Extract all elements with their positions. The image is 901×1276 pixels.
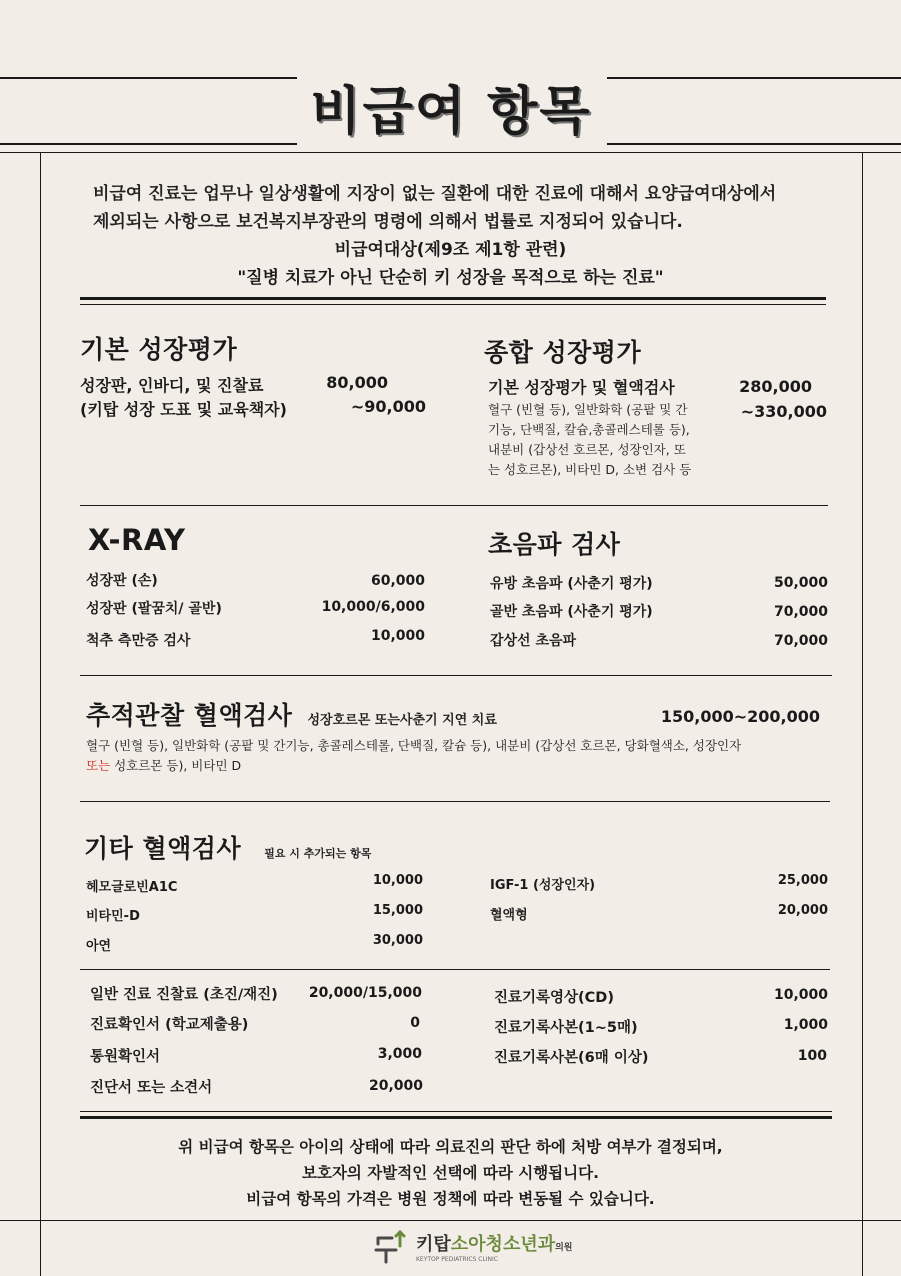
- fees-left-3-name: 통원확인서: [90, 1049, 161, 1065]
- footer-line-2: 보호자의 자발적인 선택에 따라 시행됩니다.: [302, 1164, 599, 1182]
- ultrasound-item-2-name: 골반 초음파 (사춘기 평가): [490, 604, 653, 620]
- fees-left-3-price: 3,000: [377, 1046, 422, 1062]
- divider-thin-1: [80, 304, 826, 305]
- comprehensive-price-line1: 280,000: [739, 377, 812, 396]
- legal-basis-quote: "질병 치료가 아닌 단순히 키 성장을 목적으로 하는 진료": [237, 268, 664, 288]
- xray-item-2-price: 10,000/6,000: [321, 599, 425, 615]
- fees-left-4-name: 진단서 또는 소견서: [90, 1080, 213, 1096]
- fees-right-2-name: 진료기록사본(1~5매): [494, 1020, 638, 1036]
- other-right-1-name: IGF-1 (성장인자): [490, 878, 596, 893]
- xray-item-3-name: 척추 측만증 검사: [86, 633, 191, 649]
- other-left-1-name: 헤모글로빈A1C: [86, 880, 178, 895]
- basic-price-line2: ~90,000: [350, 397, 426, 416]
- fees-right-1-price: 10,000: [773, 987, 828, 1003]
- other-right-1-price: 25,000: [777, 873, 828, 888]
- xray-item-1-price: 60,000: [370, 573, 425, 589]
- xray-heading: X-RAY: [88, 523, 186, 557]
- frame-bottom: [0, 1220, 901, 1221]
- intro-line-1: 비급여 진료는 업무나 일상생활에 지장이 없는 질환에 대한 진료에 대해서 요양급여대상에서: [93, 184, 777, 204]
- legal-basis-title: 비급여대상(제9조 제1항 관련): [334, 240, 567, 260]
- keytop-logo-icon: [372, 1228, 408, 1264]
- comprehensive-desc-2: 기능, 단백질, 칼슘,총콜레스테롤 등),: [488, 422, 690, 437]
- other-blood-heading-row: [84, 829, 371, 865]
- comprehensive-desc-1: 혈구 (빈혈 등), 일반화학 (공팥 및 간: [488, 402, 688, 417]
- comprehensive-desc: [488, 400, 728, 480]
- xray-item-1-name: 성장판 (손): [86, 573, 158, 589]
- frame-left: [40, 152, 41, 1276]
- comprehensive-desc-4: 는 성호르몬), 비타민 D, 소변 검사 등: [488, 462, 692, 477]
- divider-thin-6: [80, 1111, 832, 1112]
- comprehensive-desc-3: 내분비 (갑상선 호르몬, 성장인자, 또: [488, 442, 686, 457]
- fees-left-1-price: 20,000/15,000: [308, 985, 422, 1001]
- top-border-left: [0, 77, 297, 79]
- followup-desc-line2: 성호르몬 등), 비타민 D: [110, 758, 242, 773]
- xray-item-3-price: 10,000: [370, 628, 425, 644]
- divider-3: [80, 675, 832, 676]
- footer-line-3: 비급여 항목의 가격은 병원 정책에 따라 변동될 수 있습니다.: [246, 1190, 655, 1208]
- other-blood-note: 필요 시 추가되는 항목: [264, 847, 372, 860]
- clinic-name-suffix: 의원: [555, 1242, 573, 1253]
- fees-right-3-name: 진료기록사본(6매 이상): [494, 1050, 649, 1066]
- footer-notice: [0, 1134, 901, 1212]
- fees-right-3-price: 100: [797, 1048, 827, 1064]
- other-left-3-price: 30,000: [372, 933, 423, 948]
- divider-thick-6: [80, 1116, 832, 1119]
- followup-desc: [86, 736, 826, 776]
- top-border-right-2: [607, 143, 901, 145]
- basic-item-line2: (키탑 성장 도표 및 교육책자): [80, 400, 287, 419]
- footer-line-1: 위 비급여 항목은 아이의 상태에 따라 의료진의 판단 하에 처방 여부가 결정되며,: [178, 1138, 723, 1156]
- ultrasound-item-1-name: 유방 초음파 (사춘기 평가): [490, 576, 653, 592]
- clinic-name-main: 소아청소년과: [450, 1233, 556, 1255]
- followup-desc-red: 또는: [86, 758, 111, 773]
- intro-text: [93, 180, 776, 236]
- basic-price-line1: 80,000: [326, 373, 388, 392]
- fees-right-2-price: 1,000: [783, 1017, 828, 1033]
- top-border-left-2: [0, 143, 297, 145]
- other-right-2-price: 20,000: [777, 903, 828, 918]
- ultrasound-item-2-price: 70,000: [773, 604, 828, 620]
- clinic-logo: [372, 1228, 573, 1264]
- divider-4: [80, 801, 830, 802]
- fees-left-2-price: 0: [410, 1015, 420, 1031]
- other-left-2-name: 비타민-D: [86, 909, 140, 924]
- frame-right: [862, 152, 863, 1276]
- frame-top: [0, 152, 901, 153]
- intro-line-2: 제외되는 사항으로 보건복지부장관의 명령에 의해서 법률로 지정되어 있습니다.: [93, 212, 683, 232]
- followup-price: 150,000~200,000: [660, 707, 820, 726]
- followup-heading: 추적관찰 혈액검사: [86, 701, 293, 730]
- other-left-1-price: 10,000: [372, 873, 423, 888]
- other-blood-heading: 기타 혈액검사: [84, 834, 242, 863]
- comprehensive-price-line2: ~330,000: [740, 402, 827, 421]
- followup-desc-line1: 혈구 (빈혈 등), 일반화학 (공팥 및 간기능, 총콜레스테롤, 단백질, 칼슘 등), 내분비 (갑상선 호르몬, 당화혈색소, 성장인자: [86, 738, 742, 753]
- legal-basis: [0, 236, 901, 292]
- fees-left-2-name: 진료확인서 (학교제출용): [90, 1017, 249, 1033]
- ultrasound-item-3-name: 갑상선 초음파: [490, 633, 577, 649]
- ultrasound-item-3-price: 70,000: [773, 633, 828, 649]
- ultrasound-item-1-price: 50,000: [773, 575, 828, 591]
- comprehensive-item: 기본 성장평가 및 혈액검사: [488, 378, 675, 397]
- fees-right-1-name: 진료기록영상(CD): [494, 990, 614, 1006]
- page-title: 비급여 항목: [310, 82, 592, 142]
- followup-note: 성장호르몬 또는사춘기 지연 치료: [307, 713, 497, 728]
- ultrasound-heading: 초음파 검사: [488, 530, 621, 559]
- divider-5: [80, 969, 830, 970]
- fees-left-1-name: 일반 진료 진찰료 (초진/재진): [90, 987, 278, 1003]
- basic-heading: 기본 성장평가: [80, 335, 238, 364]
- comprehensive-heading: 종합 성장평가: [484, 338, 642, 367]
- followup-heading-row: [86, 696, 497, 732]
- divider-thick-1: [80, 297, 826, 300]
- xray-item-2-name: 성장판 (팔꿈치/ 골반): [86, 601, 222, 617]
- clinic-name-prefix: 키탑: [416, 1233, 451, 1255]
- other-left-3-name: 아연: [86, 939, 112, 954]
- clinic-name: [416, 1230, 573, 1256]
- other-left-2-price: 15,000: [372, 903, 423, 918]
- fees-left-4-price: 20,000: [368, 1078, 423, 1094]
- divider-2: [80, 505, 828, 506]
- other-right-2-name: 혈액형: [490, 908, 528, 923]
- basic-item-line1: 성장판, 인바디, 및 진찰료: [80, 376, 264, 395]
- clinic-tagline: KEYTOP PEDIATRICS CLINIC: [416, 1255, 498, 1263]
- top-border-right: [607, 77, 901, 79]
